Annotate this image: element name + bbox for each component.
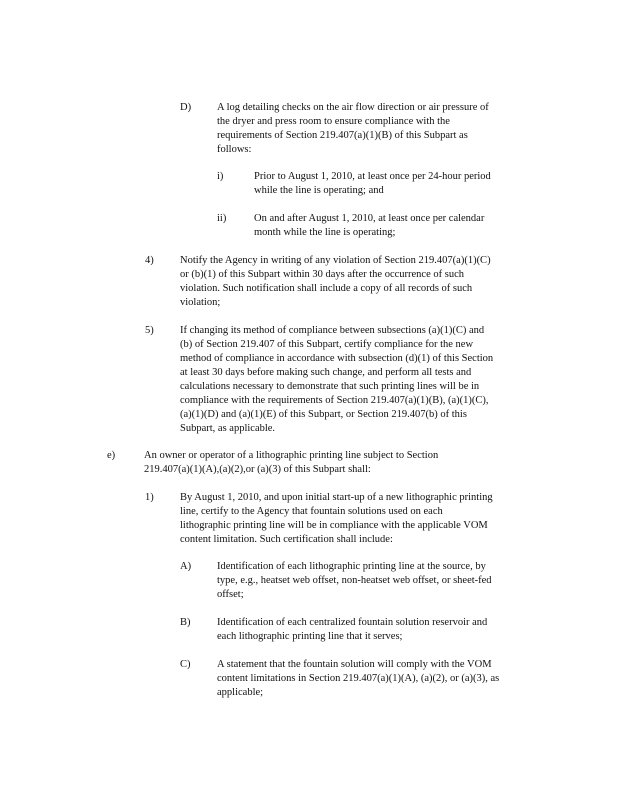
paragraph-marker: 4): [145, 255, 154, 266]
paragraph-marker: C): [180, 659, 191, 670]
paragraph-marker: 5): [145, 325, 154, 336]
paragraph-text: Prior to August 1, 2010, at least once per 24-hour period while the line is operating; and: [254, 171, 491, 196]
paragraph-marker: e): [107, 450, 116, 461]
paragraph-text: By August 1, 2010, and upon initial start-up of a new lithographic printing line, certify to the Agency that fountain solutions used on each lithographic printing line will be in compliance with the applicable VOM content limitation. Such certification shall include:: [180, 492, 493, 545]
paragraph-text: An owner or operator of a lithographic printing line subject to Section 219.407(a)(1)(A),(a)(2),or (a)(3) of this Subpart shall:: [144, 450, 439, 475]
paragraph-text: Identification of each centralized fountain solution reservoir and each lithographic printing line that it serves;: [217, 617, 488, 642]
paragraph-text: A log detailing checks on the air flow direction or air pressure of the dryer and press room to ensure compliance with the requirements of Section 219.407(a)(1)(B) of this Subpart as follows:: [217, 102, 489, 155]
paragraph-marker: A): [180, 561, 192, 572]
paragraph-text: On and after August 1, 2010, at least once per calendar month while the line is operating;: [254, 213, 485, 238]
paragraph-text: Notify the Agency in writing of any violation of Section 219.407(a)(1)(C) or (b)(1) of this Subpart within 30 days after the occurrence of such violation. Such notification shall include a copy of all records of such violation;: [180, 255, 491, 308]
paragraph-marker: B): [180, 617, 191, 628]
paragraph-text: If changing its method of compliance between subsections (a)(1)(C) and (b) of Section 219.407 of this Subpart, certify compliance for the new method of compliance in accordance with subsection (d)(1) of this Section at least 30 days before making such change, and perform all tests and calculations necessary to demonstrate that such printing lines will be in compliance with the requirements of Section 219.407(a)(1)(B), (a)(1)(C), (a)(1)(D) and (a)(1)(E) of this Subpart, or Section 219.407(b) of this Subpart, as applicable.: [180, 325, 494, 434]
paragraph-text: A statement that the fountain solution will comply with the VOM content limitations in Section 219.407(a)(1)(A), (a)(2), or (a)(3), as applicable;: [217, 659, 500, 698]
paragraph-marker: ii): [217, 213, 227, 224]
paragraph-marker: i): [217, 171, 224, 182]
paragraph-text: Identification of each lithographic printing line at the source, by type, e.g., heatset web offset, non-heatset web offset, or sheet-fed offset;: [217, 561, 492, 600]
paragraph-marker: 1): [145, 492, 154, 503]
paragraph-marker: D): [180, 102, 192, 113]
